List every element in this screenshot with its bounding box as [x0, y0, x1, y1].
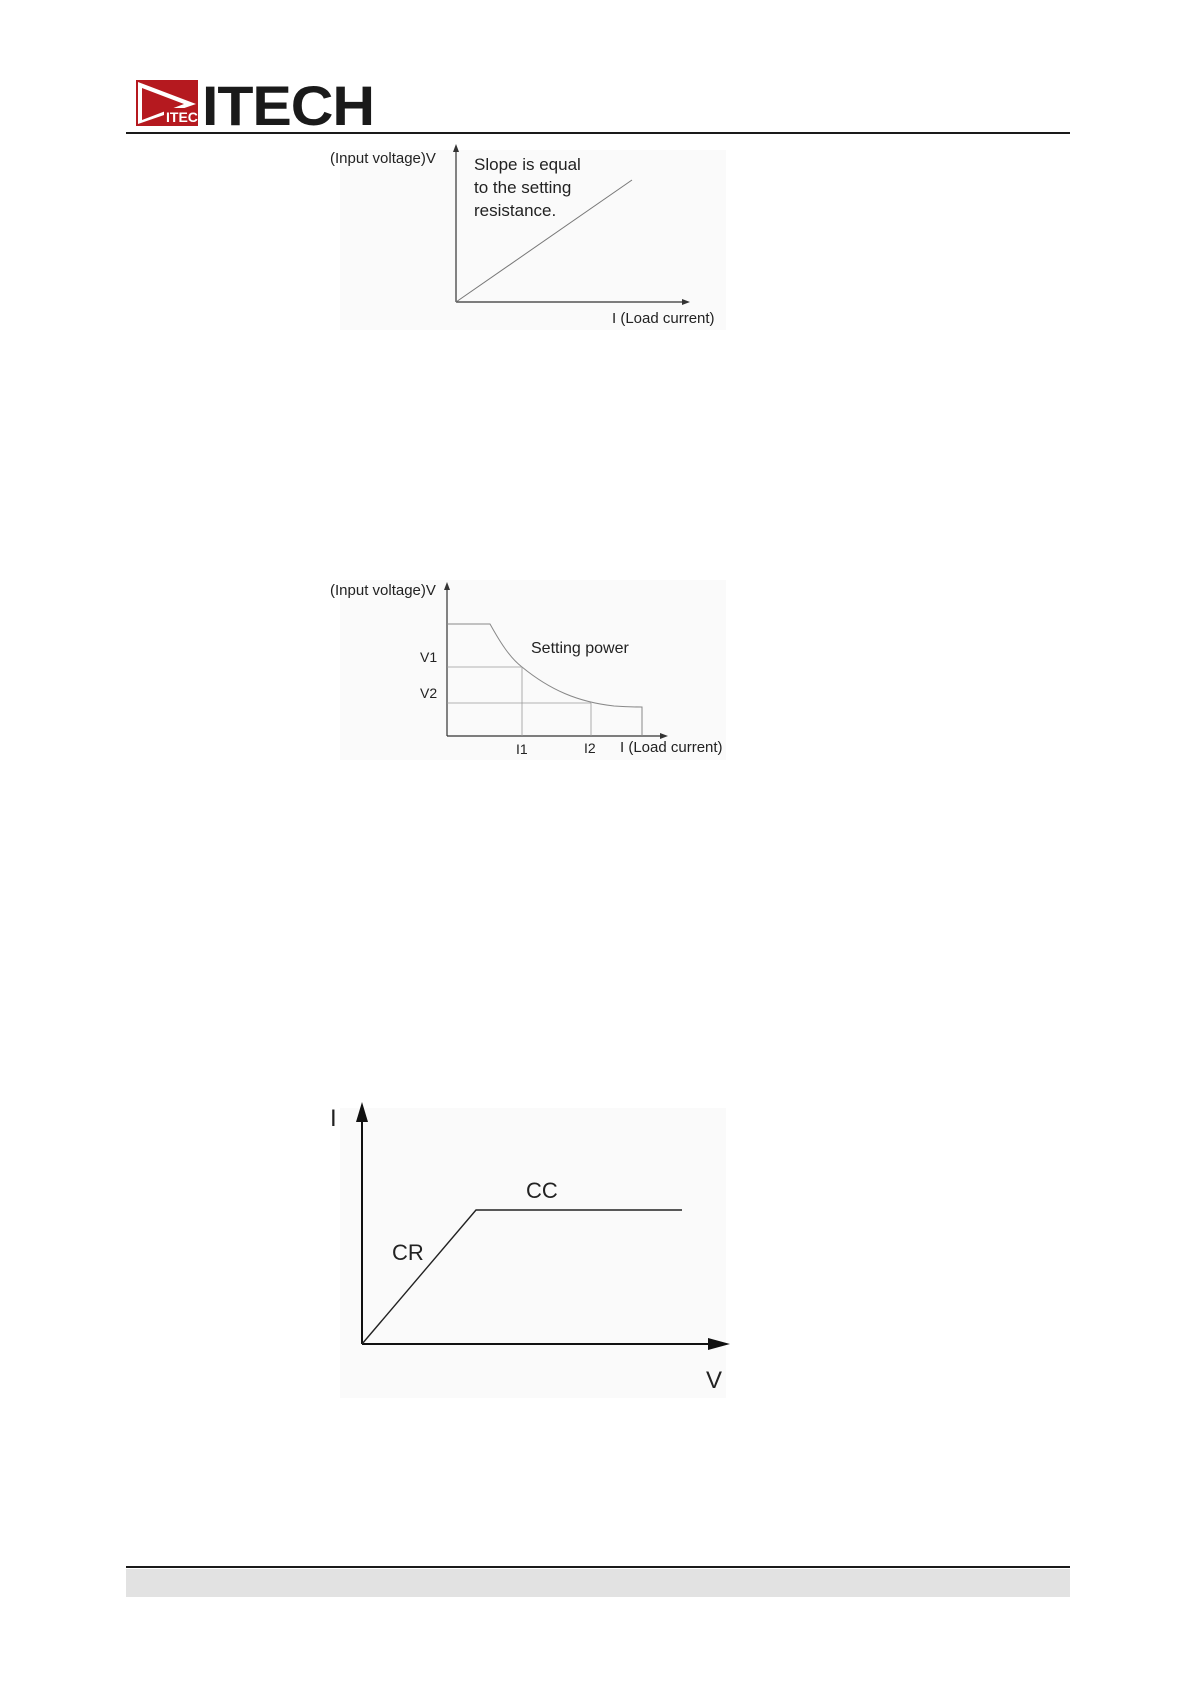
- footer-rule: [126, 1566, 1070, 1568]
- cr-label: CR: [392, 1240, 424, 1265]
- footer-band: [126, 1569, 1070, 1597]
- slope-annotation-line2: to the setting: [474, 178, 572, 197]
- x-axis-label: V: [706, 1367, 723, 1394]
- cw-mode-figure: [326, 578, 746, 762]
- i2-label: I2: [584, 740, 596, 756]
- cr-cc-figure: [326, 1098, 746, 1408]
- x-axis-label: I (Load current): [612, 310, 715, 327]
- figure-background: [340, 150, 726, 330]
- slope-annotation-line1: Slope is equal: [474, 155, 581, 174]
- setting-power-label: Setting power: [531, 640, 629, 657]
- logo-badge: [136, 80, 208, 126]
- cr-mode-figure: [326, 140, 746, 330]
- itech-logo: [136, 80, 376, 130]
- y-axis-arrow-icon: [453, 144, 459, 152]
- y-axis-label: (Input voltage)V: [330, 582, 436, 599]
- logo-wordmark: ITECH: [202, 80, 374, 130]
- i1-label: I1: [516, 741, 528, 757]
- v1-label: V1: [420, 649, 438, 665]
- slope-annotation-line3: resistance.: [474, 201, 557, 220]
- x-axis-label: I (Load current): [620, 739, 723, 756]
- logo-badge-text: ITECH: [166, 109, 208, 125]
- cc-label: CC: [526, 1178, 558, 1203]
- y-axis-label: (Input voltage)V: [330, 150, 436, 167]
- figure-background: [340, 580, 726, 760]
- y-axis-label: I: [330, 1105, 337, 1132]
- v2-label: V2: [420, 685, 438, 701]
- header-rule: [126, 132, 1070, 134]
